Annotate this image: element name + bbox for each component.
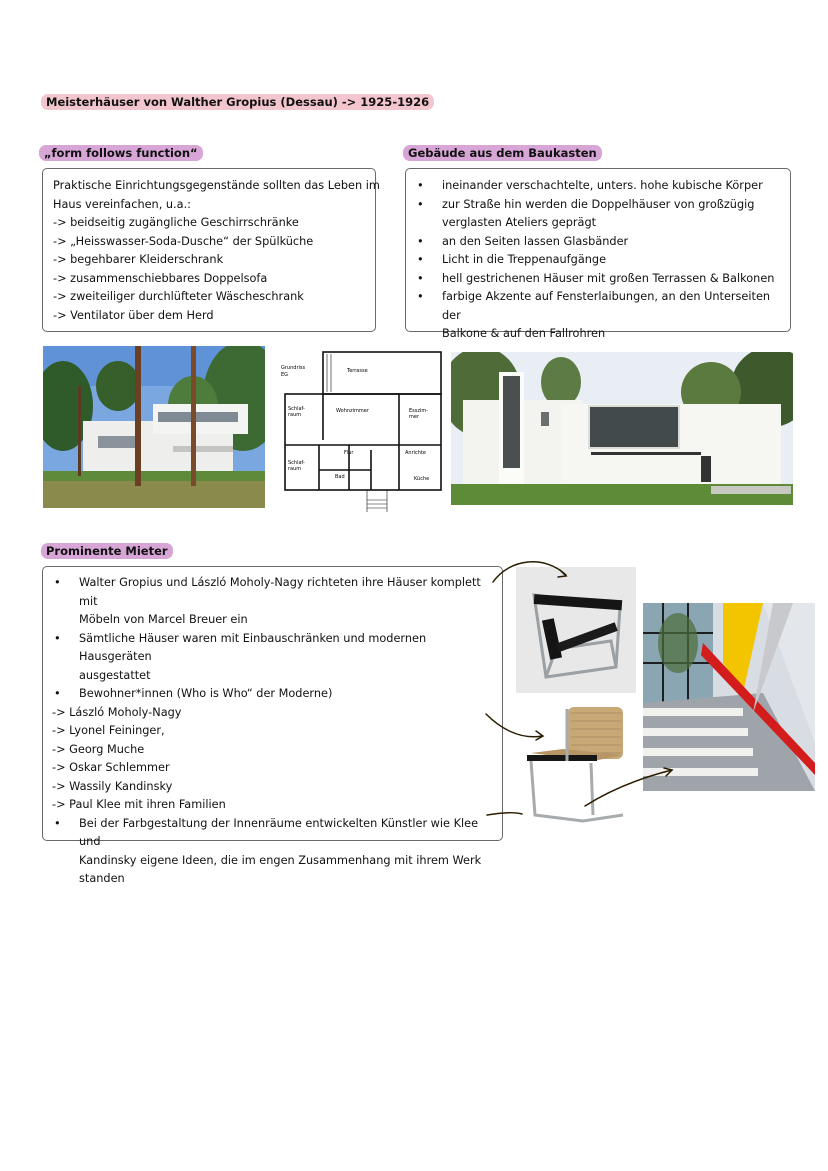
floorplan-label: Bad [335, 474, 345, 480]
bullet-icon: • [54, 631, 61, 645]
bullet-icon: • [417, 271, 424, 285]
list-item: -> László Moholy-Nagy [52, 705, 182, 719]
floorplan-label: Esszim- [409, 408, 429, 414]
bullet-icon: • [417, 179, 424, 192]
list-item: • farbige Akzente auf Fensterlaibungen, an den Unterseiten der Balkone & auf den Fallrohren [417, 290, 771, 340]
list-item: -> zweiteiliger durchlüfteter Wäscheschrank [53, 290, 304, 303]
bullet-icon: • [54, 687, 61, 700]
intro-line: Haus vereinfachen, u.a.: [53, 197, 191, 211]
floorplan-label: raum [288, 412, 302, 418]
floorplan-label: EG [281, 372, 289, 378]
list-item: • Walter Gropius und László Moholy-Nagy richteten ihre Häuser komplett mit Möbeln von Marcel Breuer ein [54, 576, 481, 626]
floorplan-label: Wohnzimmer [336, 408, 369, 414]
list-item: -> Georg Muche [52, 742, 145, 756]
list-item: -> Wassily Kandinsky [52, 779, 173, 793]
floorplan-label: mer [409, 414, 420, 420]
list-item: -> Lyonel Feininger, [52, 724, 165, 737]
bullet-icon: • [417, 290, 424, 303]
intro-line: Praktische Einrichtungsgegenstände sollten das Leben im [53, 179, 380, 192]
floorplan-label: Grundriss [281, 365, 306, 371]
floorplan-label: Küche [414, 476, 430, 482]
list-item: • Sämtliche Häuser waren mit Einbauschränken und modernen Hausgeräten ausgestattet [54, 631, 427, 682]
floorplan-label: Schlaf- [288, 406, 305, 412]
list-item: • zur Straße hin werden die Doppelhäuser von großzügig verglasten Ateliers geprägt [417, 197, 755, 229]
section-title-baukasten: Gebäude aus dem Baukasten [403, 145, 602, 161]
list-item: -> „Heisswasser-Soda-Dusche“ der Spülküche [53, 234, 314, 248]
list-item: • ineinander verschachtelte, unters. hohe kubische Körper [412, 177, 784, 196]
bullet-icon: • [417, 234, 424, 248]
arrow-head-icon [536, 731, 543, 740]
list-item: • Bei der Farbgestaltung der Innenräume entwickelten Künstler wie Klee und Kandinsky eigene Ideen, die im engen Zusammenhang mit ihrem Werk standen [54, 816, 482, 885]
floorplan-label: Anrichte [405, 450, 426, 456]
section-title-prominente-mieter: Prominente Mieter [41, 543, 173, 559]
arrow-icon [493, 562, 566, 582]
bullet-icon: • [54, 816, 61, 830]
list-item: -> begehbarer Kleiderschrank [53, 253, 224, 266]
arrow-icon [487, 813, 522, 815]
arrow-icon [486, 714, 542, 737]
list-item: -> zusammenschiebbares Doppelsofa [53, 271, 268, 285]
floorplan-label: raum [288, 466, 302, 472]
floorplan-label: Flur [344, 450, 354, 456]
list-item: • an den Seiten lassen Glasbänder [412, 233, 784, 252]
list-item: • hell gestrichenen Häuser mit großen Terrassen & Balkonen [412, 270, 784, 289]
page-title: Meisterhäuser von Walther Gropius (Dessau) -> 1925-1926 [41, 94, 434, 110]
list-item: -> beidseitig zugängliche Geschirrschränke [53, 216, 299, 229]
floorplan-label: Schlaf- [288, 460, 305, 466]
floorplan-label: Terrasse [347, 368, 368, 374]
bullet-icon: • [417, 253, 424, 266]
section-title-form-follows-function: „form follows function“ [39, 145, 203, 161]
bullet-icon: • [417, 197, 424, 211]
arrow-icon [585, 770, 672, 806]
list-item: -> Ventilator über dem Herd [53, 308, 214, 322]
list-item: • Bewohner*innen (Who is Who“ der Moderne) [49, 685, 496, 704]
list-item: -> Paul Klee mit ihren Familien [52, 798, 226, 811]
list-item: -> Oskar Schlemmer [52, 761, 170, 774]
bullet-icon: • [54, 576, 61, 589]
list-item: • Licht in die Treppenaufgänge [412, 251, 784, 270]
